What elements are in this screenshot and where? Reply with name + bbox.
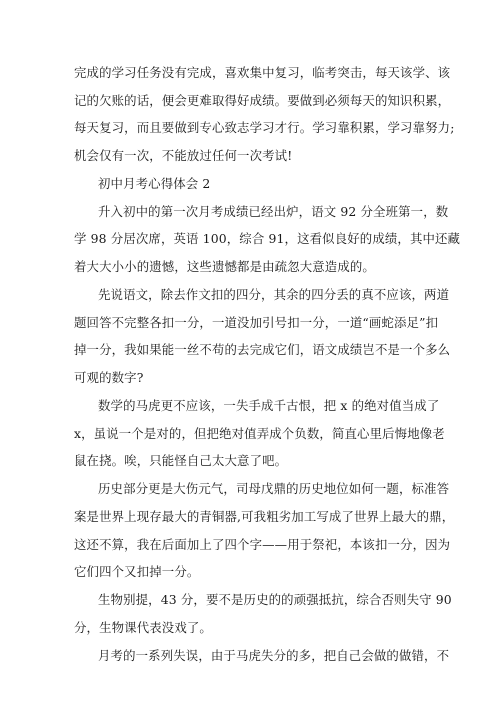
text-line: 数学的马虎更不应该，一失手成千古恨，把 x 的绝对值当成了: [98, 398, 440, 413]
text-line: 分，生物课代表没戏了。: [74, 620, 212, 635]
section-heading: 初中月考心得体会 2: [98, 176, 211, 191]
text-line: 鼠在挠。唉，只能怪自己太大意了吧。: [74, 453, 288, 468]
text-line: 它们四个又扣掉一分。: [74, 564, 200, 579]
text-line: 可观的数字?: [74, 370, 144, 385]
text-line: 着大大小小的遗憾，这些遗憾都是由疏忽大意造成的。: [74, 259, 375, 274]
text-line: 机会仅有一次，不能放过任何一次考试!: [74, 148, 293, 163]
text-line: 生物别提，43 分，要不是历史的的顽强抵抗，综合否则失守 90: [98, 592, 452, 607]
text-line: 先说语文，除去作文扣的四分，其余的四分丢的真不应该，两道: [98, 287, 450, 302]
text-line: x，虽说一个是对的，但把绝对值弄成个负数，简直心里后悔地像老: [74, 426, 445, 441]
text-line: 升入初中的第一次月考成绩已经出炉，语文 92 分全班第一，数: [98, 204, 449, 219]
text-line: 历史部分更是大伤元气，司母戊鼎的历史地位如何一题，标准答: [98, 481, 450, 496]
text-line: 月考的一系列失误，由于马虎失分的多，把自己会做的做错，不: [98, 648, 450, 663]
text-line: 案是世界上现存最大的青铜器,可我粗劣加工写成了世界上最大的鼎，: [74, 509, 455, 524]
text-line: 掉一分，我如果能一丝不苟的去完成它们，语文成绩岂不是一个多么: [74, 342, 451, 357]
text-line: 完成的学习任务没有完成，喜欢集中复习，临考突击，每天该学、该: [74, 65, 451, 80]
text-line: 记的欠账的话，便会更难取得好成绩。要做到必须每天的知识积累，: [74, 93, 451, 108]
text-line: 学 98 分居次席，英语 100，综合 91，这看似良好的成绩，其中还藏: [74, 231, 461, 246]
text-line: 每天复习，而且要做到专心致志学习才行。学习靠积累，学习靠努力;: [74, 120, 455, 135]
text-line: 这还不算，我在后面加上了四个字——用于祭祀，本该扣一分，因为: [74, 537, 451, 552]
text-line: 题回答不完整各扣一分，一道没加引号扣一分，一道“画蛇添足”扣: [74, 315, 439, 330]
